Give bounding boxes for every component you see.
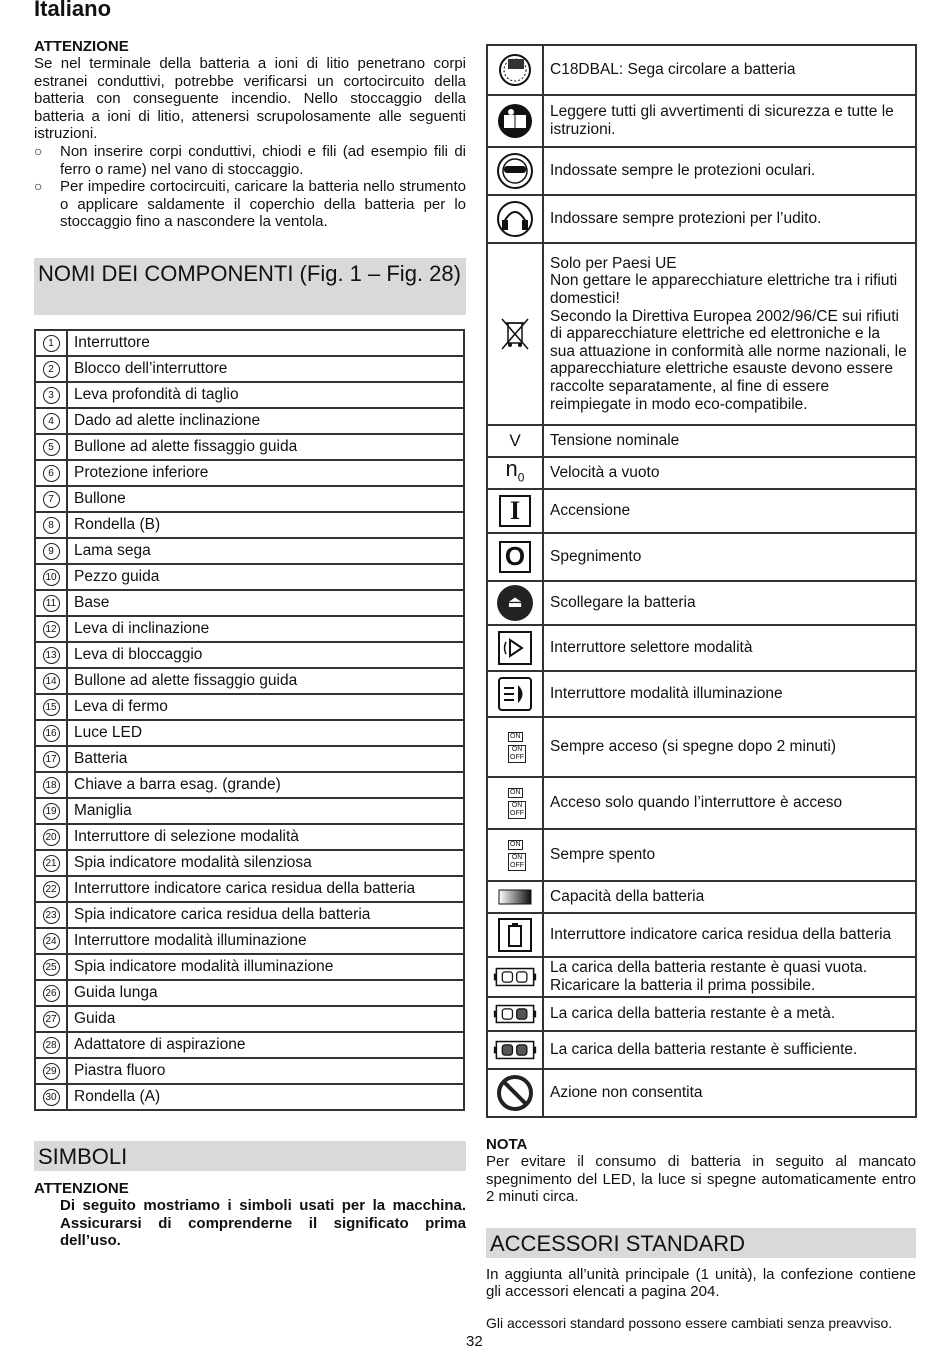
component-row: [35, 980, 464, 1006]
component-label: Rondella (B): [67, 512, 464, 538]
component-row: [35, 772, 464, 798]
component-row: [35, 902, 464, 928]
symbol-row: [487, 997, 916, 1031]
battery-capacity-icon: [493, 882, 537, 912]
note-title: NOTA: [486, 1136, 528, 1153]
symbol-row: [487, 45, 916, 95]
no-load-speed-icon: $n_0$: [505, 455, 525, 484]
switch-off-icon: O: [493, 542, 537, 572]
component-number: 14: [43, 673, 60, 690]
symbol-description: Azione non consentita: [543, 1069, 916, 1117]
component-row: [35, 330, 464, 356]
symbol-description: La carica della batteria restante è quasi vuota. Ricaricare la batteria il prima possibile.: [543, 957, 916, 997]
component-label: Lama sega: [67, 538, 464, 564]
light-mode-icon: [493, 679, 537, 709]
components-heading: NOMI DEI COMPONENTI (Fig. 1 – Fig. 28): [34, 258, 466, 315]
read-manual-icon: [493, 106, 537, 136]
component-label: Leva di fermo: [67, 694, 464, 720]
component-row: [35, 356, 464, 382]
component-number: 12: [43, 621, 60, 638]
component-number: 21: [43, 855, 60, 872]
component-number: 13: [43, 647, 60, 664]
accessories-note: Gli accessori standard possono essere cambiati senza preavviso.: [486, 1314, 893, 1331]
on-with-switch-icon: ON ON OFF: [510, 788, 524, 817]
always-off-icon: ON ON OFF: [510, 840, 524, 869]
symbol-row: [487, 881, 916, 913]
component-number: 5: [43, 439, 60, 456]
always-on-icon: ON ON OFF: [510, 732, 524, 761]
component-number: 1: [43, 335, 60, 352]
symbol-description: Velocità a vuoto: [543, 457, 916, 489]
component-number: 24: [43, 933, 60, 950]
component-number: 25: [43, 959, 60, 976]
component-label: Interruttore: [67, 330, 464, 356]
bullet-circle-icon: ○: [34, 178, 43, 195]
symbols-heading: SIMBOLI: [34, 1141, 466, 1171]
symbol-row: [487, 829, 916, 881]
symbol-description: Leggere tutti gli avvertimenti di sicurezza e tutte le istruzioni.: [543, 95, 916, 147]
component-row: [35, 850, 464, 876]
component-label: Leva di bloccaggio: [67, 642, 464, 668]
component-number: 26: [43, 985, 60, 1002]
component-label: Pezzo guida: [67, 564, 464, 590]
component-label: Leva di inclinazione: [67, 616, 464, 642]
symbols-warning-text: Di seguito mostriamo i simboli usati per la macchina. Assicurarsi di comprenderne il significato prima dell’uso.: [60, 1196, 466, 1250]
component-row: [35, 486, 464, 512]
component-row: [35, 382, 464, 408]
symbol-description: Indossate sempre le protezioni oculari.: [543, 147, 916, 195]
component-label: Bullone ad alette fissaggio guida: [67, 668, 464, 694]
accessories-heading: ACCESSORI STANDARD: [486, 1228, 916, 1258]
disconnect-battery-icon: ⏏: [493, 588, 537, 618]
component-number: 7: [43, 491, 60, 508]
symbols-table: [486, 44, 917, 1118]
component-label: Adattatore di aspirazione: [67, 1032, 464, 1058]
symbol-row: [487, 425, 916, 457]
component-number: 8: [43, 517, 60, 534]
symbol-row: [487, 457, 916, 489]
component-row: [35, 694, 464, 720]
symbol-row: [487, 625, 916, 671]
symbol-row: [487, 147, 916, 195]
component-row: [35, 590, 464, 616]
component-row: [35, 876, 464, 902]
symbol-row: [487, 95, 916, 147]
component-label: Chiave a barra esag. (grande): [67, 772, 464, 798]
component-number: 23: [43, 907, 60, 924]
component-label: Interruttore di selezione modalità: [67, 824, 464, 850]
component-number: 11: [43, 595, 60, 612]
symbol-description: Interruttore indicatore carica residua della batteria: [543, 913, 916, 957]
prohibited-icon: [493, 1078, 537, 1108]
component-number: 18: [43, 777, 60, 794]
symbol-description: Solo per Paesi UE Non gettare le apparecchiature elettriche tra i rifiuti domestici! Secondo la Direttiva Europea 2002/96/CE sui rifiuti di apparecchiature elettriche ed elettroniche e la sua attuazione in conformità alle norme nazionali, le apparecchiature elettriche esauste devono essere raccolte separatamente, al fine di essere reimpiegate in modo eco-compatibile.: [543, 243, 916, 425]
weee-bin-icon: [493, 319, 537, 349]
component-label: Maniglia: [67, 798, 464, 824]
component-label: Bullone ad alette fissaggio guida: [67, 434, 464, 460]
component-label: Guida: [67, 1006, 464, 1032]
circular-saw-icon: [493, 55, 537, 85]
component-label: Bullone: [67, 486, 464, 512]
component-number: 19: [43, 803, 60, 820]
component-label: Piastra fluoro: [67, 1058, 464, 1084]
symbol-row: [487, 671, 916, 717]
component-row: [35, 538, 464, 564]
symbol-row: [487, 913, 916, 957]
symbol-row: [487, 489, 916, 533]
component-row: [35, 434, 464, 460]
component-row: [35, 564, 464, 590]
component-label: Interruttore modalità illuminazione: [67, 928, 464, 954]
component-row: [35, 746, 464, 772]
symbol-row: [487, 533, 916, 581]
component-label: Spia indicatore carica residua della batteria: [67, 902, 464, 928]
battery-half-icon: [493, 999, 537, 1029]
note-text: Per evitare il consumo di batteria in seguito al mancato spegnimento del LED, la luce si spegne automaticamente entro 2 minuti circa.: [486, 1153, 916, 1206]
battery-indicator-switch-icon: [493, 920, 537, 950]
symbol-description: Sempre spento: [543, 829, 916, 881]
symbol-row: [487, 581, 916, 625]
symbol-row: [487, 717, 916, 777]
symbol-description: La carica della batteria restante è a metà.: [543, 997, 916, 1031]
left-column: [34, 38, 466, 1250]
symbol-row: [487, 957, 916, 997]
component-number: 30: [43, 1089, 60, 1106]
ear-protection-icon: [493, 204, 537, 234]
component-row: [35, 408, 464, 434]
component-label: Luce LED: [67, 720, 464, 746]
mode-selector-icon: [493, 633, 537, 663]
symbol-description: Interruttore selettore modalità: [543, 625, 916, 671]
component-number: 28: [43, 1037, 60, 1054]
warning-bullet: ○ Per impedire cortocircuiti, caricare la batteria nello strumento o applicare saldamente il coperchio della batteria per lo stoccaggio fino a nascondere la ventola.: [34, 178, 466, 231]
component-row: [35, 460, 464, 486]
component-number: 2: [43, 361, 60, 378]
symbol-description: Accensione: [543, 489, 916, 533]
component-label: Dado ad alette inclinazione: [67, 408, 464, 434]
component-row: [35, 1006, 464, 1032]
language-title: Italiano: [34, 0, 112, 21]
symbol-description: C18DBAL: Sega circolare a batteria: [543, 45, 916, 95]
component-row: [35, 1058, 464, 1084]
component-number: 4: [43, 413, 60, 430]
component-number: 9: [43, 543, 60, 560]
component-row: [35, 824, 464, 850]
component-label: Leva profondità di taglio: [67, 382, 464, 408]
symbol-description: Sempre acceso (si spegne dopo 2 minuti): [543, 717, 916, 777]
eye-protection-icon: [493, 156, 537, 186]
component-label: Spia indicatore modalità illuminazione: [67, 954, 464, 980]
warning-text: Se nel terminale della batteria a ioni di litio penetrano corpi estranei conduttivi, potrebbe verificarsi un cortocircuito della batteria con conseguente incendio. Nello stoccaggio della batteria a ioni di litio, attenersi scrupolosamente alle seguenti istruzioni.: [34, 55, 466, 143]
component-row: [35, 1032, 464, 1058]
symbols-warning-title: ATTENZIONE: [34, 1179, 129, 1197]
symbol-row: [487, 243, 916, 425]
symbol-description: Acceso solo quando l’interruttore è acceso: [543, 777, 916, 829]
page-number: 32: [466, 1333, 483, 1350]
volt-icon: V: [509, 431, 521, 451]
component-label: Guida lunga: [67, 980, 464, 1006]
component-row: [35, 798, 464, 824]
symbol-row: [487, 195, 916, 243]
component-number: 27: [43, 1011, 60, 1028]
component-label: Blocco dell’interruttore: [67, 356, 464, 382]
component-label: Batteria: [67, 746, 464, 772]
battery-full-icon: [493, 1035, 537, 1065]
component-label: Interruttore indicatore carica residua della batteria: [67, 876, 464, 902]
symbol-description: Capacità della batteria: [543, 881, 916, 913]
component-row: [35, 642, 464, 668]
component-label: Protezione inferiore: [67, 460, 464, 486]
switch-on-icon: I: [493, 496, 537, 526]
warning-bullet: ○ Non inserire corpi conduttivi, chiodi e fili (ad esempio fili di ferro o rame) nel vano di stoccaggio.: [34, 142, 466, 178]
component-row: [35, 616, 464, 642]
component-number: 15: [43, 699, 60, 716]
symbol-row: [487, 777, 916, 829]
right-column: [486, 44, 916, 1333]
component-number: 17: [43, 751, 60, 768]
component-label: Base: [67, 590, 464, 616]
warning-title: ATTENZIONE: [34, 38, 129, 55]
symbol-description: Spegnimento: [543, 533, 916, 581]
component-row: [35, 720, 464, 746]
component-row: [35, 928, 464, 954]
component-number: 3: [43, 387, 60, 404]
component-number: 22: [43, 881, 60, 898]
symbol-description: La carica della batteria restante è sufficiente.: [543, 1031, 916, 1069]
accessories-text: In aggiunta all’unità principale (1 unità), la confezione contiene gli accessori elencati a pagina 204.: [486, 1265, 916, 1301]
component-row: [35, 1084, 464, 1110]
symbol-row: [487, 1069, 916, 1117]
component-label: Spia indicatore modalità silenziosa: [67, 850, 464, 876]
symbol-description: Interruttore modalità illuminazione: [543, 671, 916, 717]
symbol-description: Scollegare la batteria: [543, 581, 916, 625]
component-row: [35, 954, 464, 980]
battery-empty-icon: [493, 962, 537, 992]
bullet-circle-icon: ○: [34, 142, 43, 159]
symbol-row: [487, 1031, 916, 1069]
component-number: 20: [43, 829, 60, 846]
symbol-description: Indossare sempre protezioni per l’udito.: [543, 195, 916, 243]
components-table: [34, 329, 465, 1111]
component-number: 16: [43, 725, 60, 742]
symbol-description: Tensione nominale: [543, 425, 916, 457]
component-label: Rondella (A): [67, 1084, 464, 1110]
component-number: 10: [43, 569, 60, 586]
component-number: 6: [43, 465, 60, 482]
component-row: [35, 668, 464, 694]
component-row: [35, 512, 464, 538]
component-number: 29: [43, 1063, 60, 1080]
